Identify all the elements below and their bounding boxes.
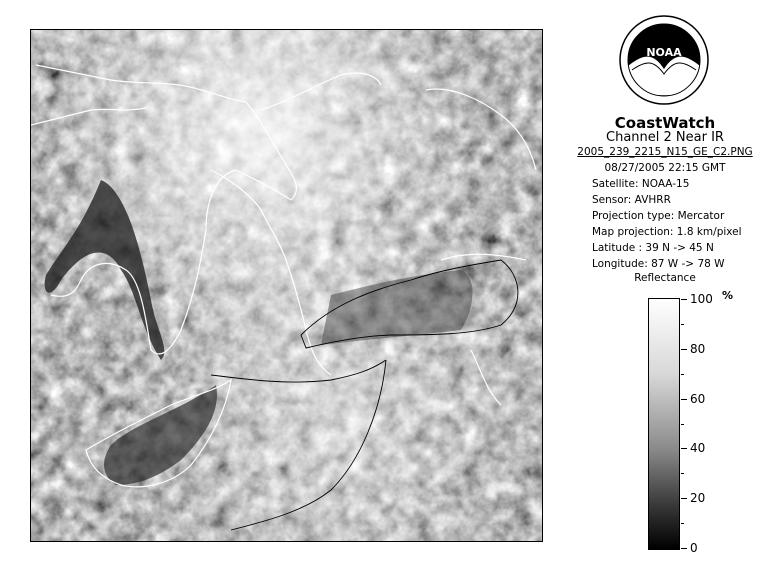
longitude-info: Longitude: 87 W -> 78 W — [592, 258, 725, 270]
channel-name: Channel 2 Near IR — [606, 130, 724, 145]
file-name: 2005_239_2215_N15_GE_C2.PNG — [577, 146, 753, 158]
sensor-info: Sensor: AVHRR — [592, 194, 671, 206]
colorbar-minor-tick — [681, 374, 684, 375]
colorbar-unit: % — [722, 289, 734, 302]
colorbar-tick — [681, 448, 687, 449]
colorbar-label: Reflectance — [634, 272, 696, 284]
satellite-map — [30, 29, 543, 542]
colorbar-minor-tick — [681, 424, 684, 425]
reflectance-colorbar — [648, 298, 680, 550]
projection-type-info: Projection type: Mercator — [592, 210, 725, 222]
colorbar-tick — [681, 299, 687, 300]
noaa-seal-icon — [618, 14, 710, 106]
colorbar-minor-tick — [681, 523, 684, 524]
noaa-wordmark: NOAA — [646, 46, 682, 59]
colorbar-tick-label: 0 — [690, 541, 698, 555]
colorbar-tick — [681, 349, 687, 350]
satellite-info: Satellite: NOAA-15 — [592, 178, 690, 190]
colorbar-tick-label: 40 — [690, 441, 706, 455]
satellite-image — [31, 30, 542, 541]
colorbar-tick-label: 100 — [690, 292, 713, 306]
latitude-info: Latitude : 39 N -> 45 N — [592, 242, 714, 254]
colorbar-minor-tick — [681, 324, 684, 325]
colorbar-tick-label: 80 — [690, 342, 706, 356]
map-projection-info: Map projection: 1.8 km/pixel — [592, 226, 742, 238]
colorbar-minor-tick — [681, 473, 684, 474]
colorbar-tick — [681, 498, 687, 499]
colorbar-tick — [681, 548, 687, 549]
colorbar-tick-label: 60 — [690, 392, 706, 406]
colorbar-tick-label: 20 — [690, 491, 706, 505]
colorbar-tick — [681, 399, 687, 400]
product-name: CoastWatch — [614, 114, 716, 132]
image-datetime: 08/27/2005 22:15 GMT — [604, 162, 726, 174]
